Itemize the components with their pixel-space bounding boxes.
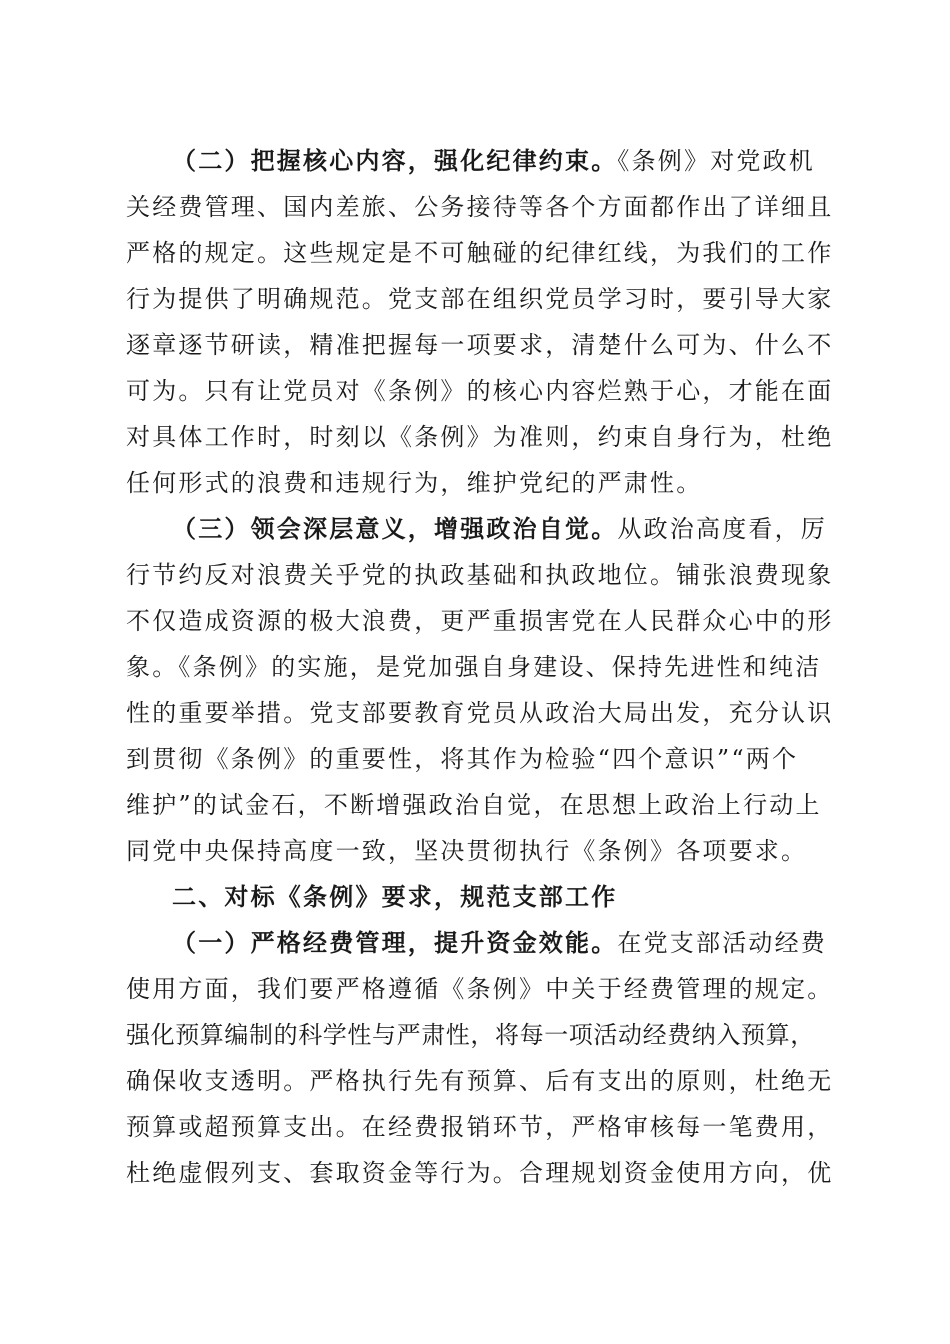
paragraph-text: 《条例》对党政机 (617, 147, 816, 175)
paragraph-line: 不仅造成资源的极大浪费，更严重损害党在人民群众心中的形 (126, 607, 834, 635)
paragraph-line: 到贯彻《条例》的重要性，将其作为检验“四个意识”“两个 (126, 745, 799, 773)
paragraph-line: 维护”的试金石，不断增强政治自觉，在思想上政治上行动上 (126, 791, 822, 819)
paragraph-line: 象。《条例》的实施，是党加强自身建设、保持先进性和纯洁 (126, 653, 822, 681)
paragraph-line: 确保收支透明。严格执行先有预算、后有支出的原则，杜绝无 (126, 1067, 834, 1095)
paragraph-line: 预算或超预算支出。在经费报销环节，严格审核每一笔费用， (126, 1113, 834, 1141)
paragraph-line: 任何形式的浪费和违规行为，维护党纪的严肃性。 (126, 469, 703, 497)
paragraph-line: 使用方面，我们要严格遵循《条例》中关于经费管理的规定。 (126, 975, 834, 1003)
paragraph-line (172, 146, 815, 176)
paragraph-line (172, 514, 827, 544)
paragraph-line: 行为提供了明确规范。党支部在组织党员学习时，要引导大家 (126, 285, 834, 313)
paragraph-line: 行节约反对浪费关乎党的执政基础和执政地位。铺张浪费现象 (126, 561, 834, 589)
paragraph-line: 关经费管理、国内差旅、公务接待等各个方面都作出了详细且 (126, 193, 834, 221)
paragraph-line: 性的重要举措。党支部要教育党员从政治大局出发，充分认识 (126, 699, 834, 727)
paragraph-heading-bold: （二）把握核心内容，强化纪律约束。 (172, 147, 618, 175)
paragraph-line: 同党中央保持高度一致，坚决贯彻执行《条例》各项要求。 (126, 837, 808, 865)
paragraph-heading-bold: （三）领会深层意义，增强政治自觉。 (172, 515, 618, 543)
paragraph-line: 可为。只有让党员对《条例》的核心内容烂熟于心，才能在面 (126, 377, 834, 405)
paragraph-line: 强化预算编制的科学性与严肃性，将每一项活动经费纳入预算， (126, 1021, 815, 1049)
paragraph-line: 对具体工作时，时刻以《条例》为准则，约束自身行为，杜绝 (126, 423, 834, 451)
paragraph-text: 在党支部活动经费 (617, 929, 828, 957)
section-heading: 二、对标《条例》要求，规范支部工作 (172, 883, 618, 911)
paragraph-line: 杜绝虚假列支、套取资金等行为。合理规划资金使用方向，优 (126, 1159, 834, 1187)
paragraph-text: 从政治高度看，厉 (617, 515, 828, 543)
paragraph-line (172, 928, 827, 958)
paragraph-heading-bold: （一）严格经费管理，提升资金效能。 (172, 929, 618, 957)
paragraph-line: 逐章逐节研读，精准把握每一项要求，清楚什么可为、什么不 (126, 331, 834, 359)
paragraph-line: 严格的规定。这些规定是不可触碰的纪律红线，为我们的工作 (126, 239, 834, 267)
